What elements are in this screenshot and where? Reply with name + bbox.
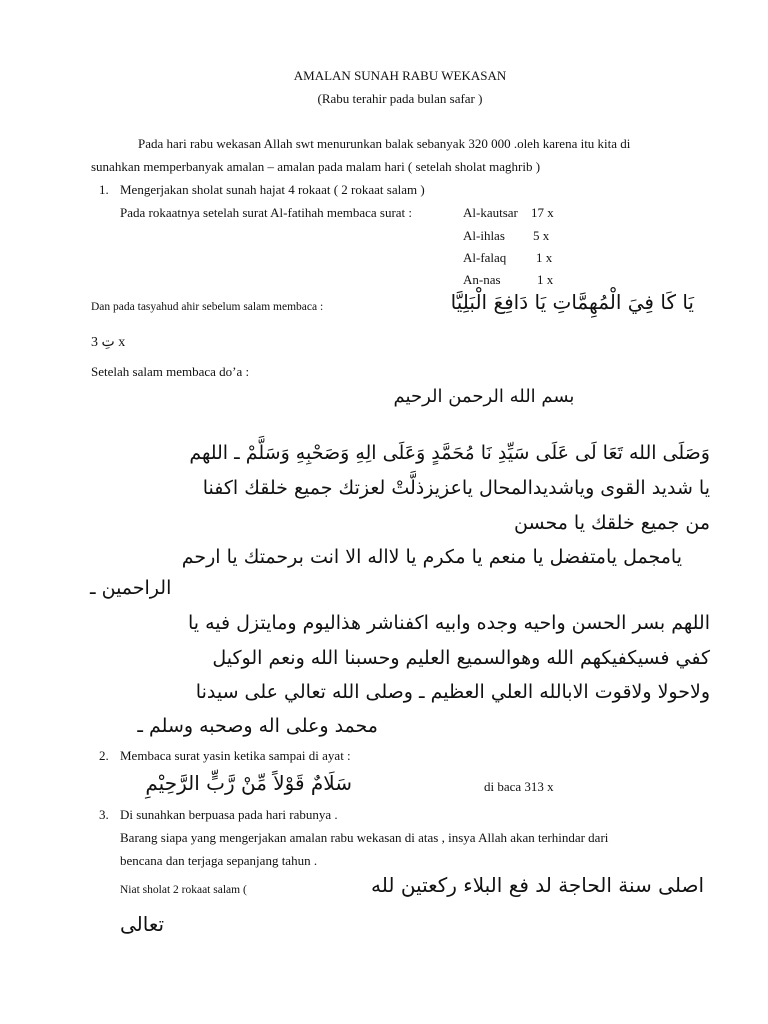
doa-line-4: يامجمل يامتفضل يا منعم يا مكرم يا لااله الا انت برحمتك يا ارحم <box>181 546 682 568</box>
surah-name: Al-kautsar <box>463 205 518 220</box>
item-3-line-2: Barang siapa yang mengerjakan amalan rabu wekasan di atas , insya Allah akan terhindar dari <box>120 830 609 845</box>
item-1-line-2: Pada rokaatnya setelah surat Al-fatihah membaca surat : <box>120 205 413 220</box>
doa-line-8: ولاحولا ولاقوت الابالله العلي العظيم ـ وصلى الله تعالي على سيدنا <box>195 681 710 703</box>
doa-line-2: يا شديد القوى وياشديدالمحال ياعزيزذلَّتْ لعزتك جميع خلقك اكفنا <box>202 477 710 499</box>
surah-name: Al-falaq <box>463 250 507 265</box>
item-2-note: di baca 313 x <box>484 779 554 794</box>
item-3-line-3: bencana dan terjaga sepanjang tahun . <box>120 853 318 868</box>
page-subtitle: (Rabu terahir pada bulan safar ) <box>317 91 483 106</box>
surah-count: 1 x <box>537 272 554 287</box>
niat-arabic-continuation: تعالى <box>120 912 165 936</box>
surah-count: 1 x <box>536 250 553 265</box>
item-3-text: Di sunahkan berpuasa pada hari rabunya . <box>120 807 338 822</box>
doa-line-7: كفي فسيكفيكهم الله وهوالسميع العليم وحسبنا الله ونعم الوكيل <box>212 647 710 669</box>
niat-label: Niat sholat 2 rokaat salam ( <box>120 884 247 896</box>
item-2-text: Membaca surat yasin ketika sampai di ayat : <box>120 748 351 763</box>
doa-line-9: محمد وعلى اله وصحبه وسلم ـ <box>137 715 378 737</box>
doa-line-5: الراحمين ـ <box>90 577 172 599</box>
tasyahud-arabic: يَا كَا فِيَ الْمُهِمَّاتِ يَا دَافِعَ الْبَلِيَّا <box>450 290 694 314</box>
item-1-number: 1. <box>99 182 109 197</box>
page-title: AMALAN SUNAH RABU WEKASAN <box>293 68 507 83</box>
surah-count: 17 x <box>531 205 554 220</box>
doa-line-3: من جميع خلقك يا محسن <box>514 512 710 534</box>
surah-name: An-nas <box>463 272 501 287</box>
niat-arabic: اصلى سنة الحاجة لد فع البلاء ركعتين لله <box>371 873 704 897</box>
doa-line-1: وَصَلَى الله تَعَا لَى عَلَى سَيِّدِ نَا مُحَمَّدٍ وَعَلَى الِهِ وَصَحْبِهِ وَسَلَّمْ ـ اللهم <box>189 442 710 464</box>
surah-count: 5 x <box>533 228 550 243</box>
basmalah: بسم الله الرحمن الرحيم <box>393 386 575 407</box>
surah-name: Al-ihlas <box>463 228 505 243</box>
item-2-arabic: سَلَامٌ قَوْلاً مِّنْ رَّبٍّ الرَّحِيْمِ <box>145 771 352 795</box>
intro-line-2: sunahkan memperbanyak amalan – amalan pada malam hari ( setelah sholat maghrib ) <box>91 159 541 174</box>
doa-line-6: اللهم بسر الحسن واحيه وجده وابيه اكفناشر هذاليوم ومايتزل فيه يا <box>187 612 710 634</box>
tasyahud-text: Dan pada tasyahud ahir sebelum salam membaca : <box>91 301 324 313</box>
item-2-number: 2. <box>99 748 109 763</box>
intro-line-1: Pada hari rabu wekasan Allah swt menurunkan balak sebanyak 320 000 .oleh karena itu kita di <box>138 136 631 151</box>
tasyahud-continuation: 3 تِ x <box>91 335 126 350</box>
item-1-text: Mengerjakan sholat sunah hajat 4 rokaat ( 2 rokaat salam ) <box>120 182 425 197</box>
after-salam-text: Setelah salam membaca do’a : <box>91 364 250 379</box>
item-3-number: 3. <box>99 807 109 822</box>
